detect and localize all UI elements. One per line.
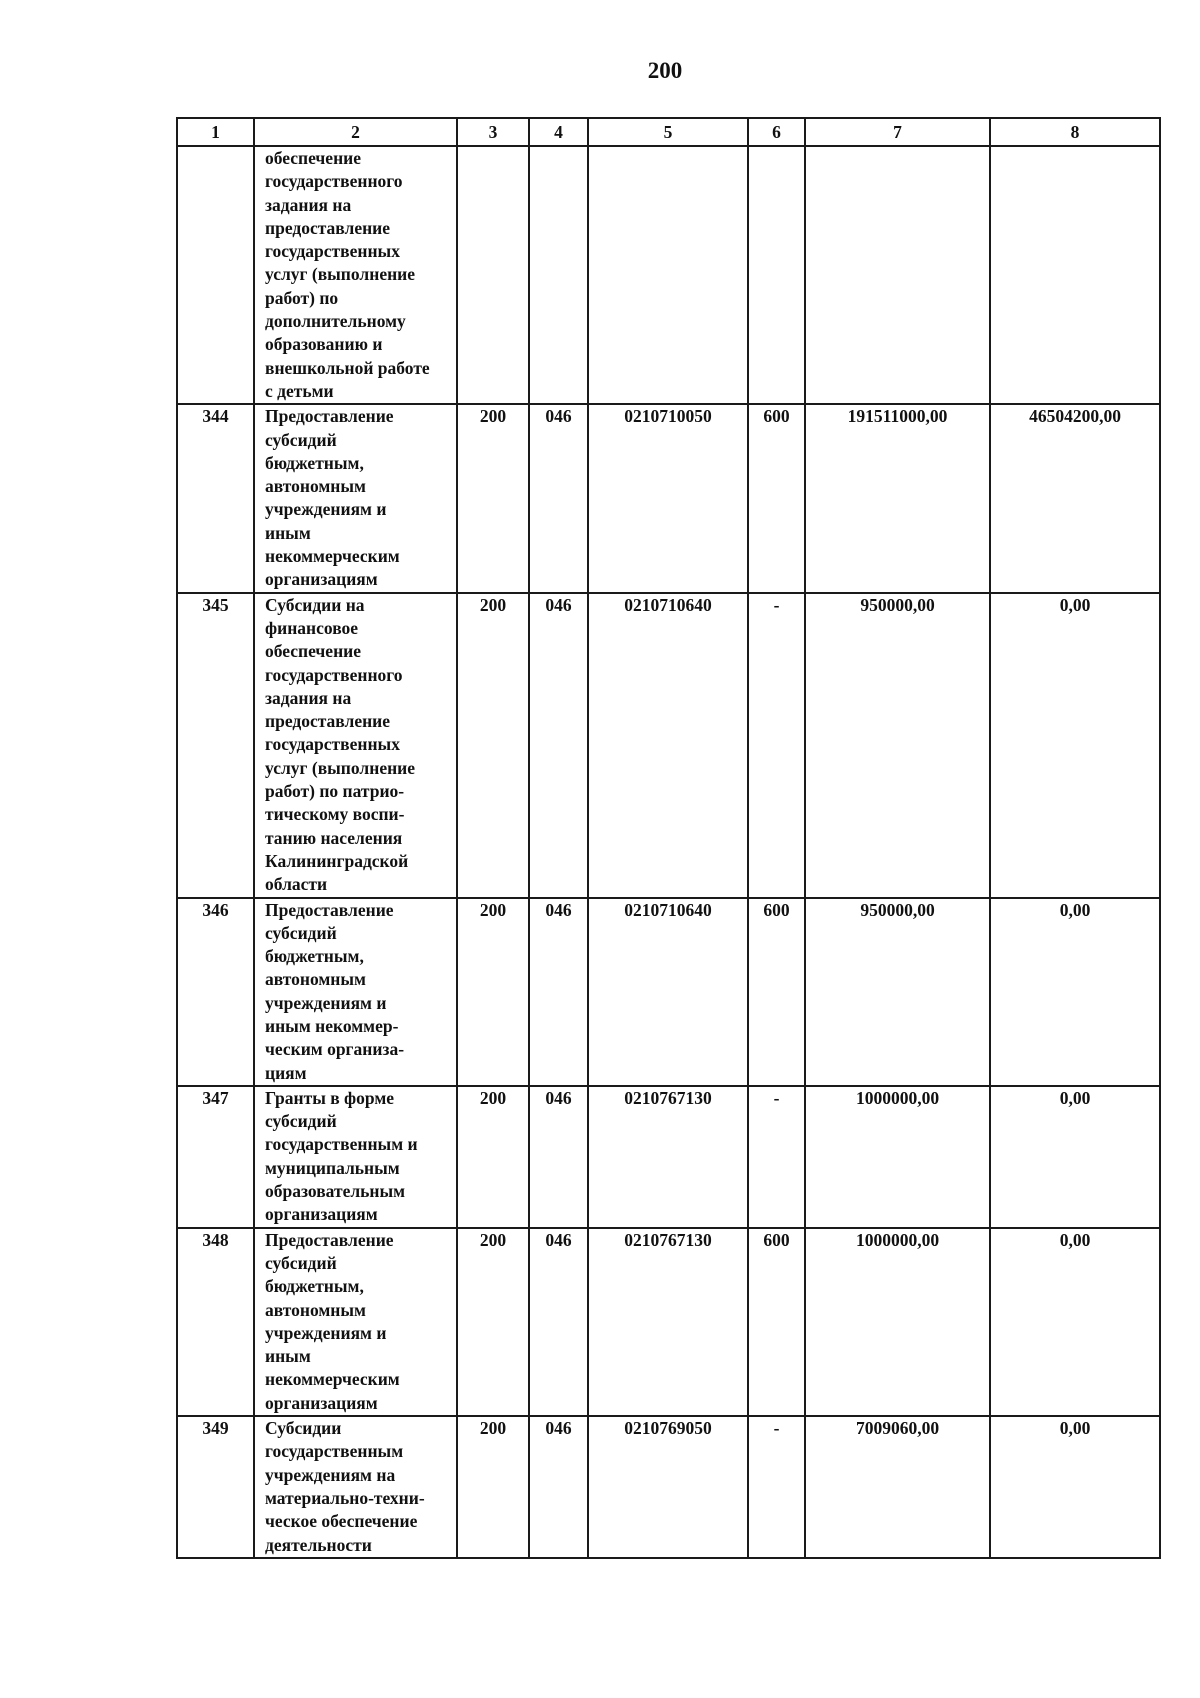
description-line: иным [265,522,311,543]
header-col-5: 5 [588,118,748,146]
table-row [177,404,1160,592]
description-line: бюджетным, [265,1276,364,1297]
cell-col-7: 1000000,00 [805,1086,990,1228]
row-description [254,1228,457,1416]
description-line: учреждениям и [265,1322,387,1343]
cell-col-6: 600 [748,898,805,1086]
description-line: некоммерческим [265,1369,400,1390]
description-line: Гранты в форме [265,1087,395,1108]
description-line: бюджетным, [265,946,364,967]
description-line: муниципальным [265,1157,400,1178]
row-description [254,1416,457,1558]
description-line: Субсидии на [265,594,365,615]
description-line: Калининградской [265,850,409,871]
cell-col-3: 200 [457,404,529,592]
description-line: государственных [265,241,400,262]
description-line: организациям [265,569,378,590]
cell-col-5: 0210767130 [588,1228,748,1416]
row-description [254,146,457,404]
row-number: 345 [177,593,254,898]
cell-col-8: 0,00 [990,1086,1160,1228]
cell-col-7: 950000,00 [805,898,990,1086]
description-line: задания на [265,194,352,215]
cell-col-4: 046 [529,1416,588,1558]
cell-col-7: 191511000,00 [805,404,990,592]
description-line: государственного [265,664,403,685]
description-line: тическому воспи- [265,804,405,825]
cell-col-3: 200 [457,1086,529,1228]
table-row [177,1086,1160,1228]
row-number: 348 [177,1228,254,1416]
description-line: Предоставление [265,406,394,427]
table-header [177,118,1160,146]
table-row [177,593,1160,898]
cell-col-4 [529,146,588,404]
cell-col-5: 0210710640 [588,898,748,1086]
header-col-3: 3 [457,118,529,146]
description-line: Предоставление [265,899,394,920]
cell-col-5: 0210710640 [588,593,748,898]
cell-col-4: 046 [529,404,588,592]
row-number: 346 [177,898,254,1086]
cell-col-8: 0,00 [990,1416,1160,1558]
description-line: бюджетным, [265,452,364,473]
description-line: автономным [265,476,366,497]
description-line: задания на [265,687,352,708]
cell-col-6: - [748,1416,805,1558]
description-line: циям [265,1062,307,1083]
cell-col-7: 7009060,00 [805,1416,990,1558]
cell-col-6: 600 [748,404,805,592]
table-row [177,898,1160,1086]
table-body [177,146,1160,1558]
cell-col-3: 200 [457,898,529,1086]
cell-col-6: - [748,1086,805,1228]
row-number: 347 [177,1086,254,1228]
cell-col-7: 950000,00 [805,593,990,898]
description-line: автономным [265,1299,366,1320]
cell-col-6 [748,146,805,404]
header-col-1: 1 [177,118,254,146]
header-col-6: 6 [748,118,805,146]
cell-col-5: 0210767130 [588,1086,748,1228]
description-line: субсидий [265,922,337,943]
budget-table [176,117,1161,1559]
table-row [177,1228,1160,1416]
cell-col-8: 0,00 [990,1228,1160,1416]
description-line: ческим организа- [265,1039,405,1060]
row-description [254,593,457,898]
cell-col-7: 1000000,00 [805,1228,990,1416]
description-line: иным [265,1346,311,1367]
cell-col-5 [588,146,748,404]
cell-col-4: 046 [529,1228,588,1416]
header-col-4: 4 [529,118,588,146]
description-line: Предоставление [265,1229,394,1250]
cell-col-8: 0,00 [990,898,1160,1086]
row-number [177,146,254,404]
description-line: с детьми [265,380,334,401]
row-description [254,898,457,1086]
cell-col-3: 200 [457,1416,529,1558]
description-line: организациям [265,1392,378,1413]
cell-col-4: 046 [529,898,588,1086]
row-description [254,404,457,592]
cell-col-7 [805,146,990,404]
description-line: субсидий [265,429,337,450]
cell-col-5: 0210769050 [588,1416,748,1558]
table-row [177,146,1160,404]
description-line: некоммерческим [265,546,400,567]
description-line: услуг (выполнение [265,757,416,778]
description-line: государственным [265,1441,404,1462]
description-line: учреждениям и [265,992,387,1013]
description-line: предоставление [265,711,391,732]
cell-col-4: 046 [529,1086,588,1228]
cell-col-3: 200 [457,1228,529,1416]
description-line: государственным и [265,1134,418,1155]
description-line: иным некоммер- [265,1015,399,1036]
header-col-8: 8 [990,118,1160,146]
description-line: танию населения [265,827,403,848]
description-line: организациям [265,1204,378,1225]
description-line: государственных [265,734,400,755]
description-line: учреждениям и [265,499,387,520]
description-line: Субсидии [265,1418,342,1439]
description-line: автономным [265,969,366,990]
description-line: работ) по [265,287,339,308]
description-line: внешкольной работе [265,357,430,378]
description-line: субсидий [265,1252,337,1273]
row-number: 344 [177,404,254,592]
description-line: обеспечение [265,641,362,662]
cell-col-8: 46504200,00 [990,404,1160,592]
description-line: дополнительному [265,311,406,332]
cell-col-8 [990,146,1160,404]
description-line: субсидий [265,1111,337,1132]
header-row [177,118,1160,146]
header-col-7: 7 [805,118,990,146]
page-number: 200 [647,58,683,83]
cell-col-4: 046 [529,593,588,898]
header-col-2: 2 [254,118,457,146]
cell-col-3: 200 [457,593,529,898]
description-line: предоставление [265,217,391,238]
table-row [177,1416,1160,1558]
cell-col-8: 0,00 [990,593,1160,898]
cell-col-6: - [748,593,805,898]
description-line: обеспечение [265,148,362,168]
row-number: 349 [177,1416,254,1558]
row-description [254,1086,457,1228]
description-line: области [265,874,328,895]
description-line: образовательным [265,1181,406,1202]
cell-col-5: 0210710050 [588,404,748,592]
description-line: деятельности [265,1534,372,1555]
description-line: работ) по патрио- [265,781,405,802]
description-line: образованию и [265,334,383,355]
description-line: услуг (выполнение [265,264,416,285]
description-line: учреждениям на [265,1464,396,1485]
cell-col-6: 600 [748,1228,805,1416]
description-line: финансовое [265,617,359,638]
description-line: ческое обеспечение [265,1511,418,1532]
description-line: материально-техни- [265,1487,425,1508]
cell-col-3 [457,146,529,404]
description-line: государственного [265,171,403,192]
